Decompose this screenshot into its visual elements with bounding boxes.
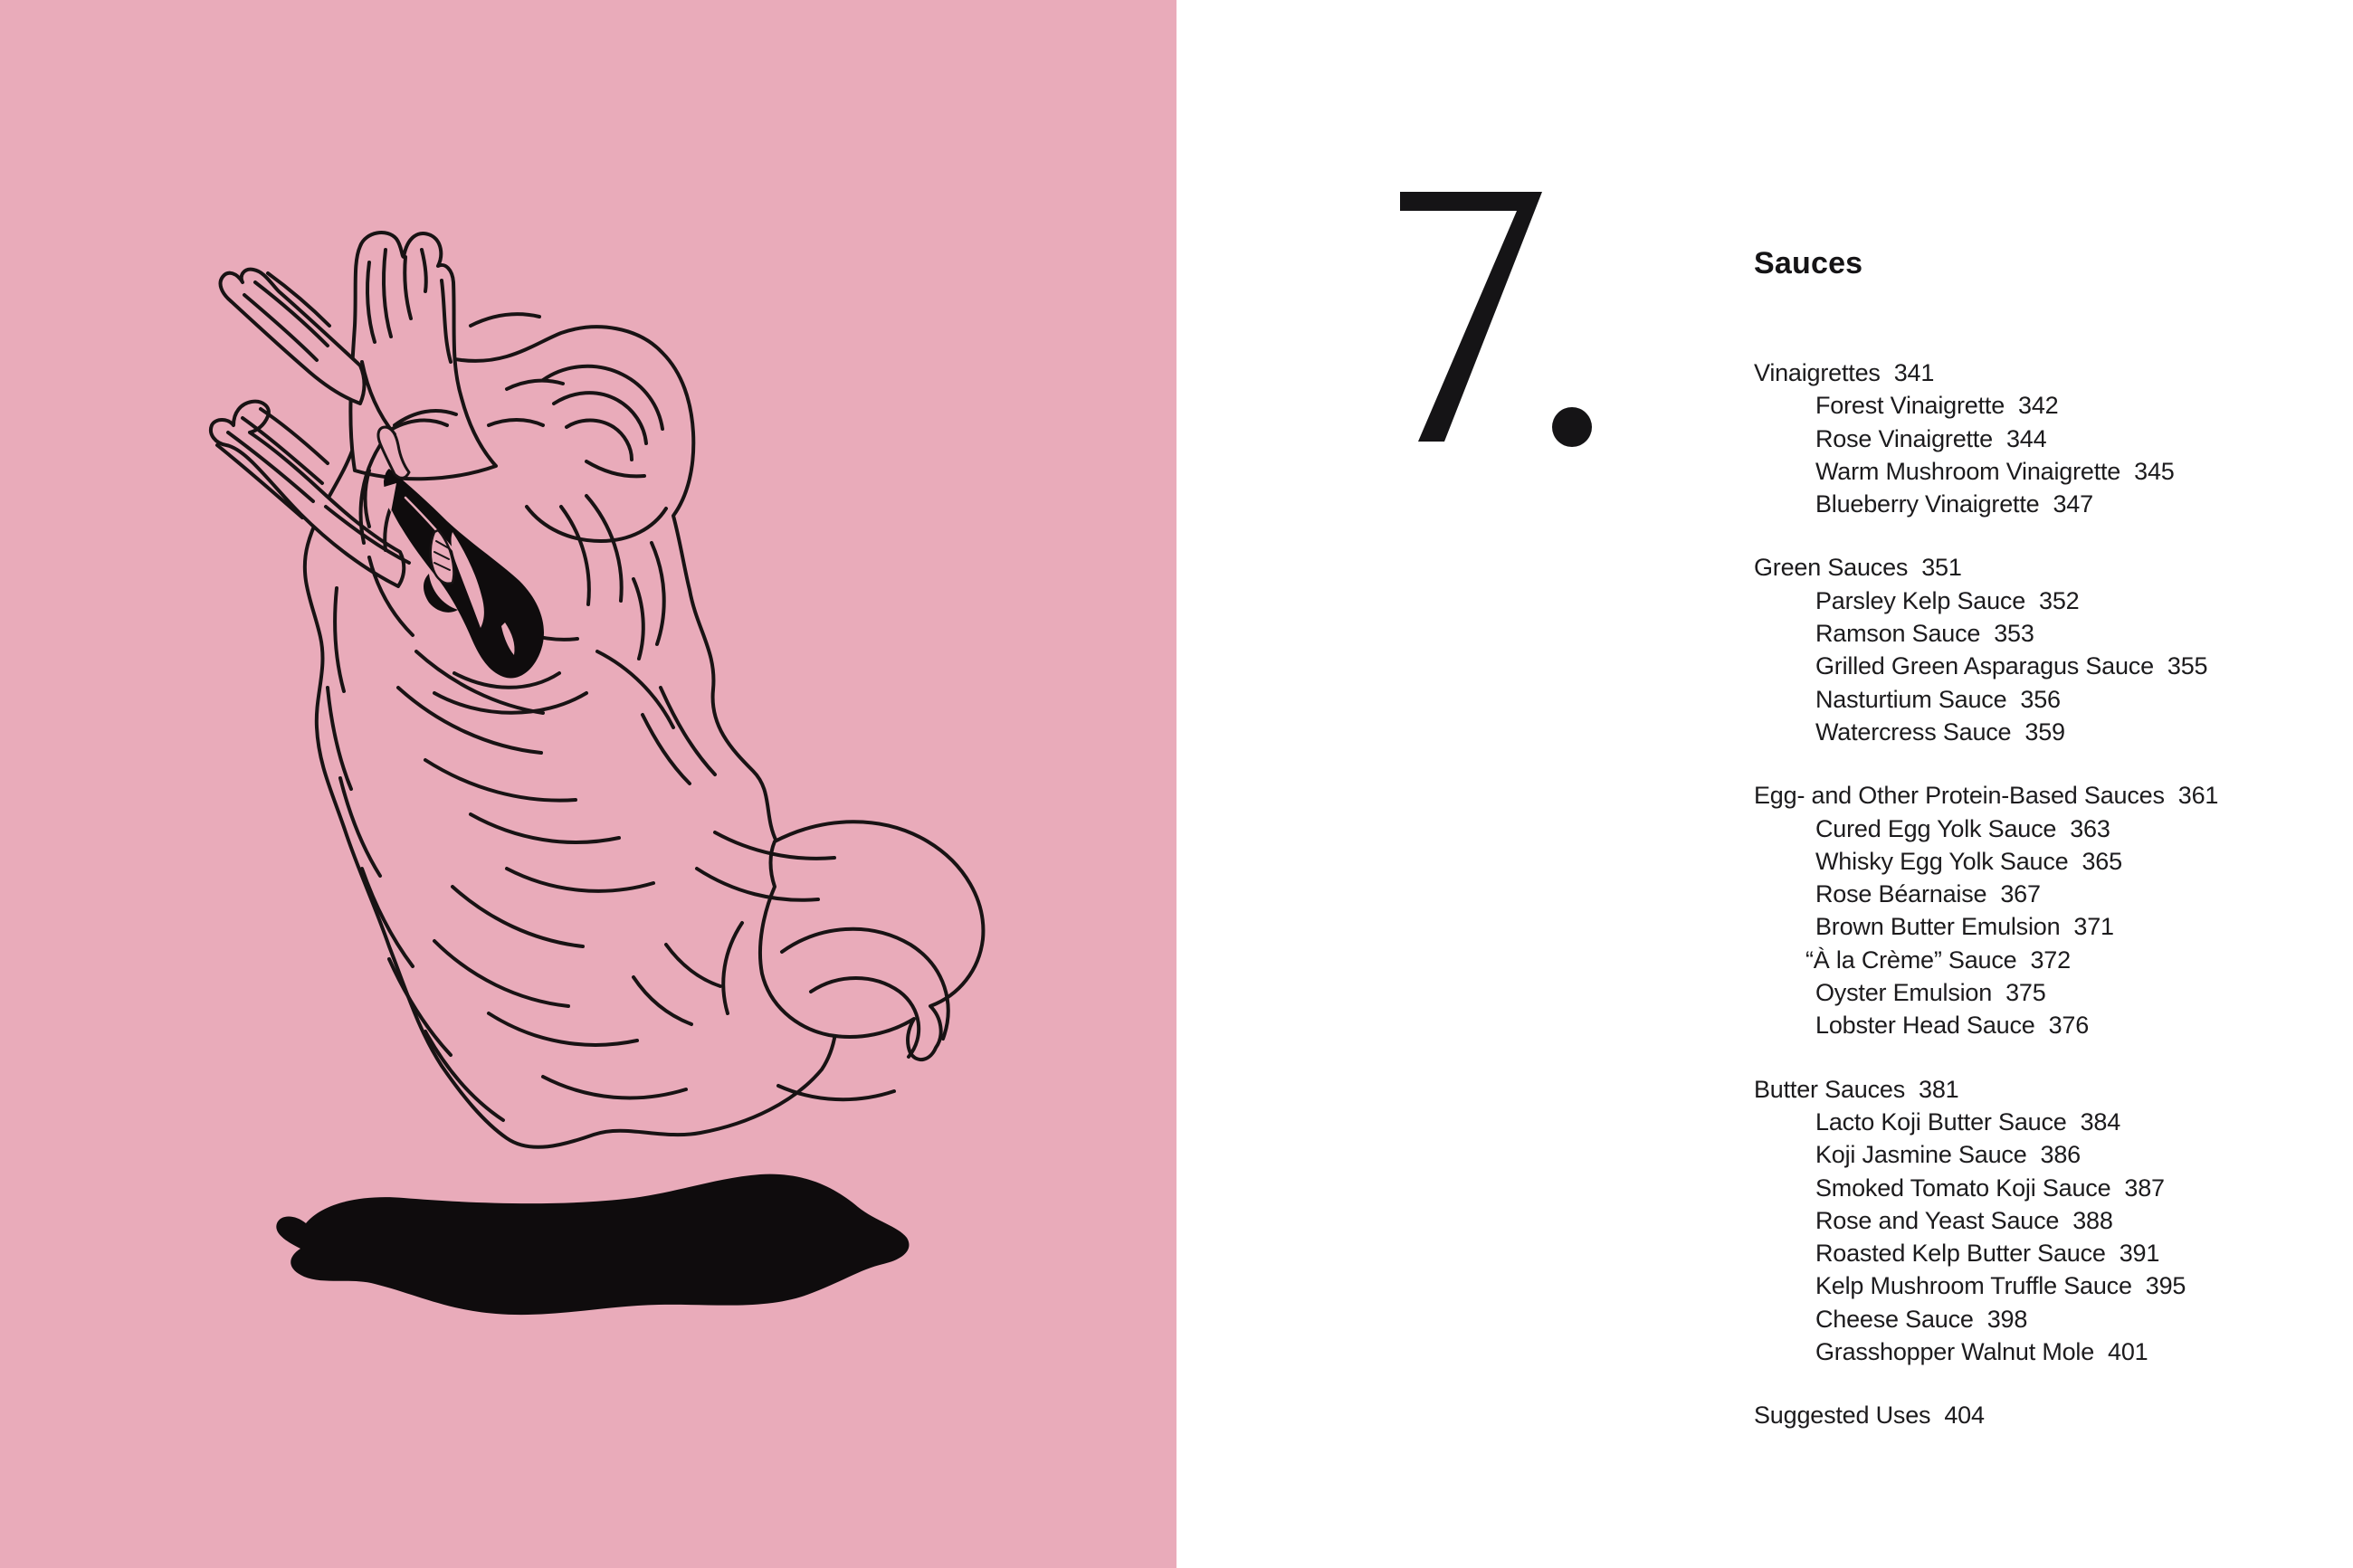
numeral-period-dot xyxy=(1552,407,1592,447)
toc-page-number: 388 xyxy=(2072,1206,2113,1234)
toc-item-entry xyxy=(1754,1138,2315,1171)
numeral-seven-glyph xyxy=(1400,192,1542,442)
chapter-number-display xyxy=(1394,185,1602,457)
tripe-illustration xyxy=(0,0,1176,1568)
toc-page-number: 386 xyxy=(2040,1141,2081,1169)
toc-section-label: Suggested Uses xyxy=(1754,1402,1931,1430)
toc-page-number: 372 xyxy=(2030,946,2071,974)
toc-item-entry xyxy=(1754,1269,2315,1302)
toc-page-number: 365 xyxy=(2082,847,2122,875)
ink-puddle xyxy=(276,1174,909,1315)
toc-section-entry xyxy=(1754,356,2315,389)
toc-item-entry xyxy=(1754,1237,2315,1269)
toc-item-label: Watercress Sauce xyxy=(1815,717,2012,746)
toc-page-number: 353 xyxy=(1994,620,2034,648)
toc-item-label: Lacto Koji Butter Sauce xyxy=(1815,1107,2067,1136)
toc-page-number: 363 xyxy=(2070,814,2110,842)
toc-item-label: Parsley Kelp Sauce xyxy=(1815,586,2026,614)
toc-page-number: 371 xyxy=(2073,913,2114,941)
toc-page-number: 361 xyxy=(2177,782,2219,810)
toc-item-entry xyxy=(1754,878,2315,910)
toc-item-label: Cheese Sauce xyxy=(1815,1305,1974,1333)
toc-page-number: 375 xyxy=(2005,979,2046,1007)
left-page-illustration-panel xyxy=(0,0,1176,1568)
right-page-toc-panel xyxy=(1176,0,2353,1568)
toc-item-label: Roasted Kelp Butter Sauce xyxy=(1815,1240,2106,1268)
toc-page-number: 356 xyxy=(2020,685,2061,713)
toc-section xyxy=(1754,1073,2315,1369)
toc-page-number: 342 xyxy=(2018,392,2059,420)
toc-item-label: Nasturtium Sauce xyxy=(1815,685,2007,713)
toc-item-entry xyxy=(1754,617,2315,650)
toc-page-number: 344 xyxy=(2005,424,2047,452)
toc-item-label: Blueberry Vinaigrette xyxy=(1815,490,2040,518)
toc-item-entry xyxy=(1754,1335,2315,1368)
toc-item-label: Rose Béarnaise xyxy=(1815,880,1987,908)
toc-page-number: 398 xyxy=(1986,1305,2028,1333)
chapter-title: Sauces xyxy=(1754,246,1863,280)
toc-item-label: Lobster Head Sauce xyxy=(1815,1012,2035,1040)
toc-item-label: Warm Mushroom Vinaigrette xyxy=(1815,457,2121,485)
toc-item-entry xyxy=(1754,455,2315,488)
toc-page-number: 381 xyxy=(1919,1075,1959,1103)
toc-section xyxy=(1754,551,2315,748)
toc-item-label: Grasshopper Walnut Mole xyxy=(1815,1338,2095,1366)
toc-item-entry xyxy=(1754,813,2315,845)
toc-section-label: Vinaigrettes xyxy=(1754,359,1881,386)
toc-item-entry xyxy=(1754,1303,2315,1335)
toc-item-entry xyxy=(1754,650,2315,682)
toc-item-entry xyxy=(1754,423,2315,455)
toc-item-entry xyxy=(1754,944,2315,976)
toc-item-entry xyxy=(1754,1009,2315,1041)
top-horn xyxy=(350,233,496,479)
toc-item-entry xyxy=(1754,910,2315,943)
toc-item-entry xyxy=(1754,584,2315,617)
toc-page-number: 351 xyxy=(1921,554,1962,582)
toc-page-number: 355 xyxy=(2167,652,2208,680)
toc-item-label: Brown Butter Emulsion xyxy=(1815,913,2061,941)
toc-page-number: 376 xyxy=(2048,1012,2090,1040)
toc-item-label: Smoked Tomato Koji Sauce xyxy=(1815,1174,2111,1202)
toc-section-label: Green Sauces xyxy=(1754,554,1909,582)
toc-page-number: 404 xyxy=(1944,1402,1985,1430)
toc-item-entry xyxy=(1754,1172,2315,1204)
toc-page-number: 391 xyxy=(2119,1240,2160,1268)
toc-item-label: Ramson Sauce xyxy=(1815,620,1981,648)
toc-item-entry xyxy=(1754,1204,2315,1237)
toc-item-entry xyxy=(1754,389,2315,422)
toc-item-entry xyxy=(1754,716,2315,748)
toc-item-label: Cured Egg Yolk Sauce xyxy=(1815,814,2057,842)
toc-item-label: Koji Jasmine Sauce xyxy=(1815,1141,2027,1169)
toc-section-label: Egg- and Other Protein-Based Sauces xyxy=(1754,782,2165,810)
numeral-seven-icon xyxy=(1394,185,1602,457)
toc-page-number: 387 xyxy=(2124,1174,2165,1202)
toc-section-entry xyxy=(1754,1399,2315,1431)
toc-item-label: “À la Crème” Sauce xyxy=(1805,946,2017,974)
toc-item-entry xyxy=(1754,683,2315,716)
toc-page-number: 401 xyxy=(2108,1338,2148,1366)
toc-section xyxy=(1754,1399,2315,1431)
toc-item-entry xyxy=(1754,845,2315,878)
toc-item-entry xyxy=(1754,1106,2315,1138)
toc-page-number: 384 xyxy=(2080,1107,2121,1136)
toc-item-label: Oyster Emulsion xyxy=(1815,979,1993,1007)
toc-section-entry xyxy=(1754,1073,2315,1106)
toc-item-label: Rose Vinaigrette xyxy=(1815,424,1993,452)
toc-section xyxy=(1754,356,2315,520)
toc-page-number: 352 xyxy=(2039,586,2080,614)
toc-item-entry xyxy=(1754,976,2315,1009)
toc-item-label: Grilled Green Asparagus Sauce xyxy=(1815,652,2154,680)
toc-item-entry xyxy=(1754,488,2315,520)
toc-section-entry xyxy=(1754,779,2315,812)
toc-item-label: Forest Vinaigrette xyxy=(1815,392,2005,420)
toc-item-label: Whisky Egg Yolk Sauce xyxy=(1815,847,2069,875)
toc-page-number: 345 xyxy=(2134,457,2175,485)
toc-item-label: Rose and Yeast Sauce xyxy=(1815,1206,2060,1234)
toc-section-entry xyxy=(1754,551,2315,584)
toc-section xyxy=(1754,779,2315,1041)
toc-item-label: Kelp Mushroom Truffle Sauce xyxy=(1815,1272,2132,1300)
table-of-contents xyxy=(1754,356,2315,1432)
toc-section-label: Butter Sauces xyxy=(1754,1075,1905,1103)
toc-page-number: 359 xyxy=(2024,717,2065,746)
toc-page-number: 367 xyxy=(2000,880,2041,908)
toc-page-number: 347 xyxy=(2053,490,2093,518)
toc-page-number: 341 xyxy=(1893,359,1935,386)
toc-page-number: 395 xyxy=(2145,1272,2186,1300)
